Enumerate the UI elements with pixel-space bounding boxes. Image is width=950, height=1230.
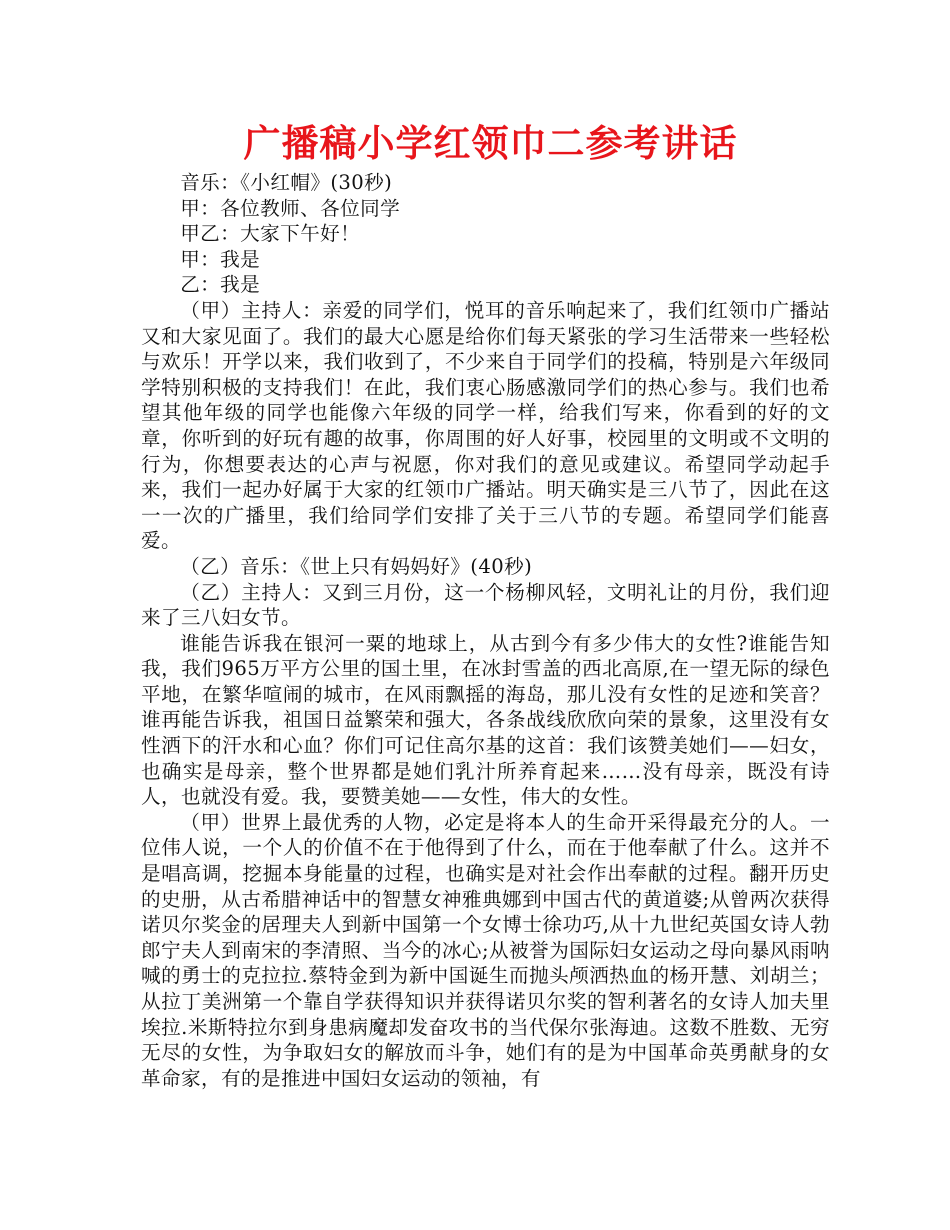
paragraph-intro-yi: 乙：我是	[180, 273, 261, 297]
paragraph-who-can-tell: 谁能告诉我在银河一粟的地球上，从古到今有多少伟大的女性?谁能告知我，我们965万平方公里的国土里，在冰封雪盖的西北高原,在一望无际的绿色平地，在繁华喧闹的城市，在风雨飘摇的海岛，那儿没有女性的足迹和笑音？谁再能告诉我，祖国日益繁荣和强大，各条战线欣欣向荣的景象，这里没有女性洒下的汗水和心血？你们可记住高尔基的这首：我们该赞美她们——妇女，也确实是母亲，整个世界都是她们乳汁所养育起来……没有母亲，既没有诗人，也就没有爱。我，要赞美她——女性，伟大的女性。	[141, 631, 830, 809]
paragraph-music-mother: （乙）音乐：《世上只有妈妈好》(40秒)	[180, 554, 533, 578]
paragraph-host-yi-march: （乙）主持人：又到三月份，这一个杨柳风轻，文明礼让的月份，我们迎来了三八妇女节。	[141, 580, 830, 630]
paragraph-greeting-both: 甲乙：大家下午好！	[180, 222, 361, 246]
document-body	[141, 170, 830, 1091]
paragraph-intro-jia: 甲：我是	[180, 247, 261, 271]
document-title: 广播稿小学红领巾二参考讲话	[243, 122, 738, 165]
paragraph-host-jia-women: （甲）世界上最优秀的人物，必定是将本人的生命开采得最充分的人。一位伟人说，一个人的价值不在于他得到了什么，而在于他奉献了什么。这并不是唱高调，挖掘本身能量的过程，也确实是对社会作出奉献的过程。翻开历史的史册，从古希腊神话中的智慧女神雅典娜到中国古代的黄道婆;从曾两次获得诺贝尔奖金的居理夫人到新中国第一个女博士徐功巧,从十九世纪英国女诗人勃郎宁夫人到南宋的李清照、当今的冰心;从被誉为国际妇女运动之母向暴风雨呐喊的勇士的克拉拉.蔡特金到为新中国诞生而抛头颅洒热血的杨开慧、刘胡兰；从拉丁美洲第一个靠自学获得知识并获得诺贝尔奖的智利著名的女诗人加夫里埃拉.米斯特拉尔到身患病魔却发奋攻书的当代保尔张海迪。这数不胜数、无穷无尽的女性，为争取妇女的解放而斗争，她们有的是为中国革命英勇献身的女革命家，有的是推进中国妇女运动的领袖，有	[141, 810, 830, 1090]
paragraph-music-intro: 音乐：《小红帽》(30秒)	[180, 171, 393, 194]
paragraph-host-jia-opening: （甲）主持人：亲爱的同学们，悦耳的音乐响起来了，我们红领巾广播站又和大家见面了。我们的最大心愿是给你们每天紧张的学习生活带来一些轻松与欢乐！开学以来，我们收到了，不少来自于同学们的投稿，特别是六年级同学特别积极的支持我们！在此，我们衷心肠感激同学们的热心参与。我们也希望其他年级的同学也能像六年级的同学一样，给我们写来，你看到的好的文章，你听到的好玩有趣的故事，你周围的好人好事，校园里的文明或不文明的行为，你想要表达的心声与祝愿，你对我们的意见或建议。希望同学动起手来，我们一起办好属于大家的红领巾广播站。明天确实是三八节了，因此在这一一次的广播里，我们给同学们安排了关于三八节的专题。希望同学们能喜爱。	[141, 298, 830, 553]
paragraph-greeting-jia: 甲：各位教师、各位同学	[180, 196, 401, 220]
